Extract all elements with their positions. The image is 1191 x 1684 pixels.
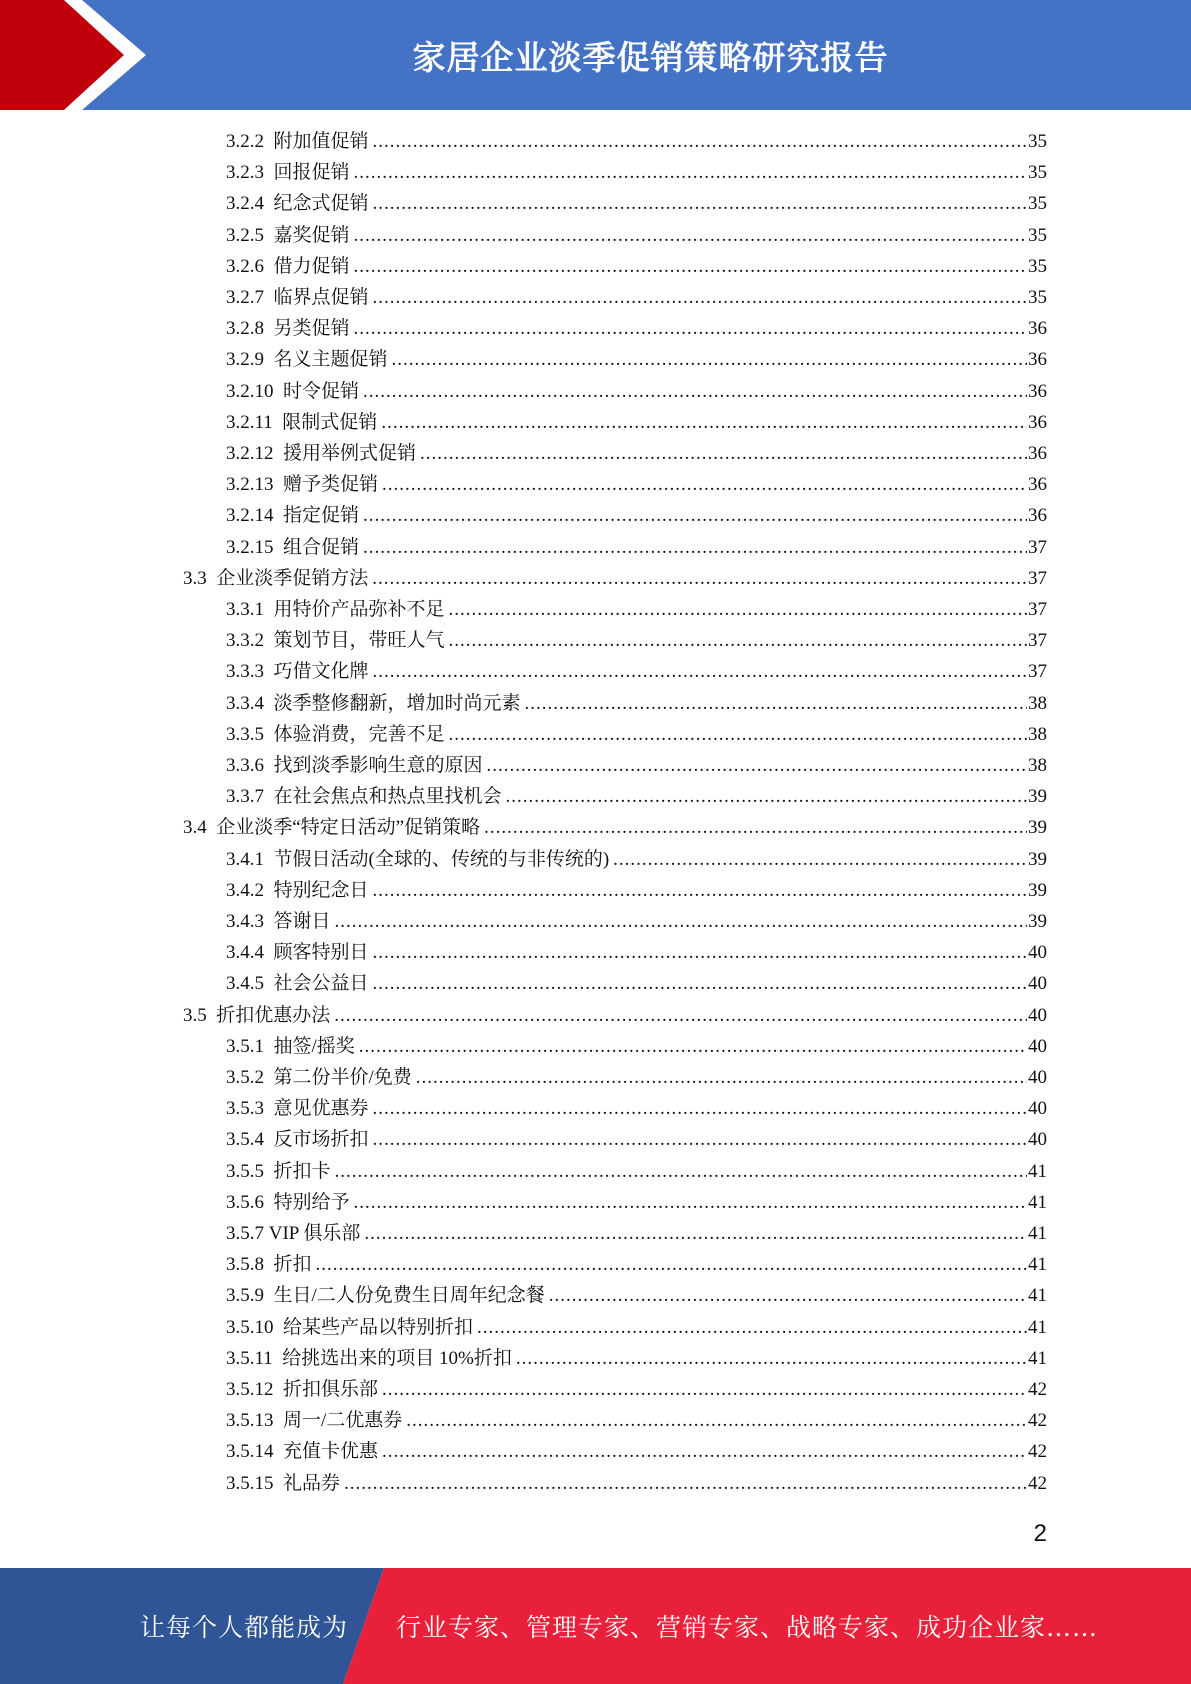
toc-entry-gap <box>264 1282 274 1310</box>
toc-entry-title: 第二份半价/免费 <box>273 1067 412 1088</box>
toc-entry-page: 36 <box>1028 411 1047 433</box>
toc-dot-leader <box>613 846 1027 874</box>
toc-entry-page: 42 <box>1028 1379 1047 1400</box>
toc-entry[interactable] <box>226 970 1047 998</box>
toc-entry-number: 3.3 <box>183 567 207 589</box>
toc-entry-number: 3.4 <box>183 817 207 839</box>
toc-entry[interactable] <box>226 378 1047 406</box>
toc-entry[interactable] <box>226 1033 1047 1061</box>
toc-entry-gap <box>264 783 274 811</box>
toc-dot-leader <box>354 159 1027 187</box>
toc-entry[interactable] <box>226 346 1047 374</box>
toc-entry-gap <box>273 409 283 437</box>
toc-entry-number: 3.2.10 <box>226 380 274 402</box>
toc-entry-gap <box>264 846 274 874</box>
chevron-arrow-icon <box>0 0 150 110</box>
toc-entry-title: 顾客特别日 <box>273 942 369 964</box>
toc-entry[interactable] <box>183 814 1047 842</box>
toc-entry-page: 40 <box>1028 1067 1047 1088</box>
toc-entry-page: 42 <box>1028 1472 1047 1494</box>
toc-dot-leader <box>335 908 1027 936</box>
toc-entry-page: 37 <box>1028 599 1047 620</box>
toc-entry-gap <box>264 658 274 686</box>
toc-entry-number: 3.3.2 <box>226 630 264 652</box>
toc-entry[interactable] <box>226 1189 1047 1217</box>
toc-entry-number: 3.2.5 <box>226 224 264 246</box>
toc-dot-leader <box>316 1251 1027 1279</box>
toc-dot-leader <box>373 658 1027 686</box>
toc-entry-number: 3.5.14 <box>226 1441 274 1463</box>
toc-entry-title: 给挑选出来的项目 10%折扣 <box>282 1347 512 1369</box>
toc-entry-page: 39 <box>1028 879 1047 901</box>
toc-entry-number: 3.5.2 <box>226 1067 264 1088</box>
toc-entry-page: 41 <box>1028 1160 1047 1182</box>
toc-entry-title: 策划节目，带旺人气 <box>273 630 445 652</box>
toc-entry-number: 3.5.11 <box>226 1347 273 1369</box>
toc-entry-title: 折扣卡 <box>273 1160 331 1182</box>
toc-dot-leader <box>363 534 1027 562</box>
toc-entry[interactable] <box>226 471 1047 499</box>
toc-dot-leader <box>477 1314 1027 1342</box>
toc-entry-number: 3.3.6 <box>226 755 264 776</box>
toc-dot-leader <box>354 222 1027 250</box>
toc-dot-leader <box>420 440 1027 468</box>
toc-entry-gap <box>264 1126 274 1154</box>
toc-entry-page: 35 <box>1028 224 1047 246</box>
toc-entry-page: 38 <box>1028 692 1047 714</box>
toc-entry-number: 3.4.4 <box>226 942 264 964</box>
toc-entry-gap <box>274 502 284 530</box>
header-band <box>0 0 1191 110</box>
toc-dot-leader <box>363 502 1027 530</box>
toc-entry[interactable] <box>226 440 1047 468</box>
toc-entry[interactable] <box>226 159 1047 187</box>
toc-dot-leader <box>373 877 1027 905</box>
toc-dot-leader <box>416 1064 1027 1092</box>
toc-entry-gap <box>274 378 284 406</box>
toc-entry-title: VIP 俱乐部 <box>268 1223 361 1244</box>
toc-entry-number: 3.5.13 <box>226 1410 274 1432</box>
toc-entry-page: 37 <box>1028 567 1047 589</box>
toc-entry-page: 40 <box>1028 1035 1047 1057</box>
toc-entry-gap <box>207 814 217 842</box>
toc-dot-leader <box>516 1345 1027 1373</box>
toc-entry-page: 35 <box>1028 255 1047 277</box>
toc-entry-number: 3.3.5 <box>226 723 264 745</box>
toc-entry[interactable] <box>226 658 1047 686</box>
toc-entry[interactable] <box>226 1407 1047 1435</box>
toc-entry-gap <box>264 690 274 718</box>
report-title: 家居企业淡季促销策略研究报告 <box>412 37 889 77</box>
toc-entry-page: 42 <box>1028 1441 1047 1463</box>
toc-entry-page: 37 <box>1028 536 1047 558</box>
footer-slogan: 让每个人都能成为 <box>140 1613 349 1642</box>
toc-entry-title: 时令促销 <box>283 380 360 402</box>
toc-dot-leader <box>406 1407 1027 1435</box>
toc-entry-title: 临界点促销 <box>273 287 369 308</box>
toc-entry-page: 41 <box>1028 1347 1047 1369</box>
toc-entry[interactable] <box>226 128 1047 156</box>
toc-entry-number: 3.2.15 <box>226 536 274 558</box>
toc-entry-title: 找到淡季影响生意的原因 <box>273 755 483 776</box>
toc-dot-leader <box>373 970 1027 998</box>
toc-entry-page: 40 <box>1028 942 1047 964</box>
toc-dot-leader <box>382 1376 1027 1404</box>
toc-entry-title: 反市场折扣 <box>273 1129 369 1151</box>
toc-entry-number: 3.4.2 <box>226 879 264 901</box>
toc-entry[interactable] <box>226 1251 1047 1279</box>
toc-entry-number: 3.5.5 <box>226 1160 264 1182</box>
toc-entry-gap <box>264 346 274 374</box>
toc-entry-number: 3.2.7 <box>226 287 264 308</box>
toc-entry-gap <box>264 159 274 187</box>
toc-entry-number: 3.2.12 <box>226 443 274 464</box>
toc-entry-page: 41 <box>1028 1285 1047 1307</box>
toc-entry-title: 节假日活动(全球的、传统的与非传统的) <box>273 848 610 870</box>
toc-entry-title: 给某些产品以特别折扣 <box>283 1316 474 1338</box>
toc-dot-leader <box>449 596 1027 624</box>
toc-entry-page: 41 <box>1028 1316 1047 1338</box>
toc-entry-number: 3.5 <box>183 1004 207 1026</box>
toc-entry-title: 答谢日 <box>273 911 331 932</box>
toc-entry-number: 3.5.8 <box>226 1254 264 1276</box>
toc-entry-gap <box>274 1470 284 1498</box>
toc-entry-number: 3.3.7 <box>226 786 264 808</box>
toc-entry-number: 3.5.4 <box>226 1129 264 1151</box>
toc-entry-title: 纪念式促销 <box>273 193 369 215</box>
toc-entry-title: 抽签/摇奖 <box>273 1035 355 1057</box>
toc-entry-number: 3.2.4 <box>226 193 264 215</box>
toc-entry-gap <box>264 908 274 936</box>
toc-entry[interactable] <box>226 783 1047 811</box>
toc-entry-page: 39 <box>1028 786 1047 808</box>
toc-entry-page: 37 <box>1028 661 1047 683</box>
toc-entry-number: 3.2.8 <box>226 318 264 340</box>
toc-entry-gap <box>264 752 274 780</box>
toc-entry-number: 3.5.6 <box>226 1191 264 1213</box>
toc-entry-page: 39 <box>1028 911 1047 932</box>
toc-dot-leader <box>335 1158 1027 1186</box>
toc-entry-gap <box>264 190 274 218</box>
toc-entry-gap <box>264 877 274 905</box>
toc-dot-leader <box>381 409 1027 437</box>
toc-entry-gap <box>274 1407 284 1435</box>
toc-entry-number: 3.2.6 <box>226 255 264 277</box>
toc-entry[interactable] <box>226 253 1047 281</box>
toc-dot-leader <box>506 783 1027 811</box>
toc-entry-gap <box>274 440 284 468</box>
toc-entry-title: 意见优惠券 <box>273 1098 369 1120</box>
toc-dot-leader <box>373 939 1027 967</box>
toc-dot-leader <box>373 1126 1027 1154</box>
toc-entry[interactable] <box>226 190 1047 218</box>
toc-dot-leader <box>382 471 1027 499</box>
toc-entry[interactable] <box>226 1438 1047 1466</box>
toc-entry-page: 39 <box>1028 817 1047 839</box>
toc-entry-page: 42 <box>1028 1410 1047 1432</box>
toc-entry[interactable] <box>183 1002 1047 1030</box>
toc-entry-title: 赠予类促销 <box>283 474 379 496</box>
toc-entry[interactable] <box>226 1470 1047 1498</box>
toc-entry-page: 35 <box>1028 193 1047 215</box>
toc-dot-leader <box>525 690 1027 718</box>
toc-entry-gap <box>264 128 274 156</box>
toc-entry-gap <box>264 1064 274 1092</box>
toc-entry-title: 嘉奖促销 <box>273 224 350 246</box>
toc-dot-leader <box>449 627 1027 655</box>
toc-entry-page: 39 <box>1028 848 1047 870</box>
toc-entry-gap <box>264 1095 274 1123</box>
toc-entry-page: 38 <box>1028 755 1047 776</box>
toc-entry[interactable] <box>226 1376 1047 1404</box>
toc-dot-leader <box>549 1282 1027 1310</box>
toc-entry-page: 36 <box>1028 318 1047 340</box>
toc-entry-gap <box>274 1314 284 1342</box>
toc-entry-page: 35 <box>1028 162 1047 184</box>
toc-entry-title: 另类促销 <box>273 318 350 340</box>
toc-dot-leader <box>354 1189 1027 1217</box>
toc-dot-leader <box>382 1438 1027 1466</box>
toc-dot-leader <box>354 315 1027 343</box>
toc-entry[interactable] <box>226 627 1047 655</box>
toc-entry-gap <box>264 1251 274 1279</box>
toc-entry[interactable] <box>226 1064 1047 1092</box>
toc-entry[interactable] <box>226 1345 1047 1373</box>
toc-entry-title: 名义主题促销 <box>273 349 388 371</box>
toc-entry-gap <box>264 1158 274 1186</box>
toc-entry-title: 折扣优惠办法 <box>216 1004 331 1026</box>
toc-entry[interactable] <box>226 939 1047 967</box>
toc-entry[interactable] <box>226 284 1047 312</box>
toc-entry[interactable] <box>226 690 1047 718</box>
toc-dot-leader <box>373 1095 1027 1123</box>
toc-entry-number: 3.4.1 <box>226 848 264 870</box>
toc-entry-page: 41 <box>1028 1254 1047 1276</box>
toc-entry[interactable] <box>226 1126 1047 1154</box>
toc-entry-gap <box>274 1438 284 1466</box>
page-number: 2 <box>1033 1520 1047 1547</box>
toc-dot-leader <box>372 565 1027 593</box>
toc-entry-gap <box>264 315 274 343</box>
toc-entry-title: 在社会焦点和热点里找机会 <box>273 786 502 808</box>
toc-entry-page: 36 <box>1028 349 1047 371</box>
toc-entry-number: 3.5.1 <box>226 1035 264 1057</box>
toc-entry-gap <box>274 471 284 499</box>
toc-entry-gap <box>207 565 217 593</box>
toc-entry[interactable] <box>226 534 1047 562</box>
toc-entry-number: 3.2.3 <box>226 162 264 184</box>
toc-entry-title: 充值卡优惠 <box>283 1441 379 1463</box>
toc-entry-title: 回报促销 <box>273 162 350 184</box>
toc-entry-gap <box>264 596 274 624</box>
toc-entry[interactable] <box>226 877 1047 905</box>
toc-entry-title: 礼品券 <box>283 1472 341 1494</box>
toc-entry-number: 3.5.15 <box>226 1472 274 1494</box>
toc-entry-number: 3.3.3 <box>226 661 264 683</box>
toc-dot-leader <box>334 1002 1027 1030</box>
toc-entry-title: 指定促销 <box>283 505 360 527</box>
toc-entry-page: 35 <box>1028 131 1047 152</box>
toc-entry-title: 组合促销 <box>283 536 360 558</box>
toc-entry[interactable] <box>226 721 1047 749</box>
toc-entry-number: 3.5.7 <box>226 1223 264 1244</box>
toc-entry[interactable] <box>226 315 1047 343</box>
toc-entry-number: 3.3.1 <box>226 599 264 620</box>
toc-entry-page: 37 <box>1028 630 1047 652</box>
toc-entry-page: 36 <box>1028 474 1047 496</box>
toc-dot-leader <box>373 128 1027 156</box>
toc-entry[interactable] <box>226 1095 1047 1123</box>
toc-entry-number: 3.5.9 <box>226 1285 264 1307</box>
toc-dot-leader <box>364 1220 1027 1248</box>
toc-entry-gap <box>264 253 274 281</box>
footer-expert-list: 行业专家、管理专家、营销专家、战略专家、成功企业家…… <box>396 1613 1099 1642</box>
toc-dot-leader <box>484 814 1027 842</box>
toc-entry-title: 企业淡季“特定日活动”促销策略 <box>216 817 481 839</box>
toc-dot-leader <box>363 378 1027 406</box>
toc-entry-title: 淡季整修翻新，增加时尚元素 <box>273 692 521 714</box>
toc-entry-number: 3.5.3 <box>226 1098 264 1120</box>
toc-entry[interactable] <box>226 1158 1047 1186</box>
toc-entry-title: 附加值促销 <box>273 131 369 152</box>
toc-entry-gap <box>264 970 274 998</box>
toc-entry-gap <box>274 1376 284 1404</box>
toc-dot-leader <box>449 721 1027 749</box>
toc-dot-leader <box>344 1470 1027 1498</box>
toc-entry-title: 周一/二优惠券 <box>283 1410 403 1432</box>
toc-entry[interactable] <box>226 1220 1047 1248</box>
toc-entry-number: 3.2.2 <box>226 131 264 152</box>
toc-entry-gap <box>264 1189 274 1217</box>
toc-entry[interactable] <box>226 1314 1047 1342</box>
toc-entry-number: 3.5.12 <box>226 1379 274 1400</box>
toc-entry-number: 3.2.14 <box>226 505 274 527</box>
toc-entry[interactable] <box>226 1282 1047 1310</box>
toc-entry-title: 巧借文化牌 <box>273 661 369 683</box>
toc-entry[interactable] <box>183 565 1047 593</box>
toc-entry-page: 40 <box>1028 973 1047 995</box>
toc-entry[interactable] <box>226 908 1047 936</box>
toc-entry-gap <box>273 1345 283 1373</box>
toc-entry[interactable] <box>226 846 1047 874</box>
toc-entry-gap <box>264 222 274 250</box>
toc-entry[interactable] <box>226 222 1047 250</box>
toc-entry-title: 特别给予 <box>273 1191 350 1213</box>
toc-entry-title: 折扣 <box>273 1254 312 1276</box>
toc-entry-gap <box>264 627 274 655</box>
toc-entry-number: 3.3.4 <box>226 692 264 714</box>
toc-entry-page: 40 <box>1028 1004 1047 1026</box>
toc-entry-title: 企业淡季促销方法 <box>216 567 369 589</box>
toc-entry-title: 借力促销 <box>273 255 350 277</box>
toc-entry-page: 38 <box>1028 723 1047 745</box>
toc-entry-number: 3.2.9 <box>226 349 264 371</box>
toc-entry-title: 用特价产品弥补不足 <box>273 599 445 620</box>
toc-entry-page: 41 <box>1028 1191 1047 1213</box>
toc-entry-gap <box>264 939 274 967</box>
footer-band <box>0 1568 1191 1684</box>
toc-entry-page: 36 <box>1028 380 1047 402</box>
toc-entry-number: 3.4.5 <box>226 973 264 995</box>
toc-entry-number: 3.5.10 <box>226 1316 274 1338</box>
toc-entry-number: 3.2.13 <box>226 474 274 496</box>
toc-entry[interactable] <box>226 502 1047 530</box>
toc-dot-leader <box>392 346 1027 374</box>
toc-entry-page: 40 <box>1028 1098 1047 1120</box>
toc-entry-title: 折扣俱乐部 <box>283 1379 379 1400</box>
toc-entry-page: 41 <box>1028 1223 1047 1244</box>
toc-dot-leader <box>373 284 1027 312</box>
toc-dot-leader <box>373 190 1027 218</box>
toc-dot-leader <box>487 752 1027 780</box>
toc-entry-gap <box>264 721 274 749</box>
toc-entry-gap <box>264 1033 274 1061</box>
toc-entry-title: 生日/二人份免费生日周年纪念餐 <box>273 1285 545 1307</box>
toc-entry-page: 36 <box>1028 505 1047 527</box>
toc-entry-title: 社会公益日 <box>273 973 369 995</box>
toc-entry-page: 40 <box>1028 1129 1047 1151</box>
toc-dot-leader <box>359 1033 1027 1061</box>
toc-entry-title: 体验消费，完善不足 <box>273 723 445 745</box>
toc-entry[interactable] <box>226 752 1047 780</box>
toc-entry[interactable] <box>226 596 1047 624</box>
toc-entry-page: 36 <box>1028 443 1047 464</box>
toc-entry-number: 3.4.3 <box>226 911 264 932</box>
toc-entry-gap <box>274 534 284 562</box>
toc-entry-gap <box>264 284 274 312</box>
toc-entry-title: 援用举例式促销 <box>283 443 417 464</box>
toc-entry-title: 限制式促销 <box>282 411 378 433</box>
toc-entry-title: 特别纪念日 <box>273 879 369 901</box>
toc-entry-gap <box>207 1002 217 1030</box>
toc-entry[interactable] <box>226 409 1047 437</box>
toc-dot-leader <box>354 253 1027 281</box>
toc-entry-page: 35 <box>1028 287 1047 308</box>
toc-entry-number: 3.2.11 <box>226 411 273 433</box>
